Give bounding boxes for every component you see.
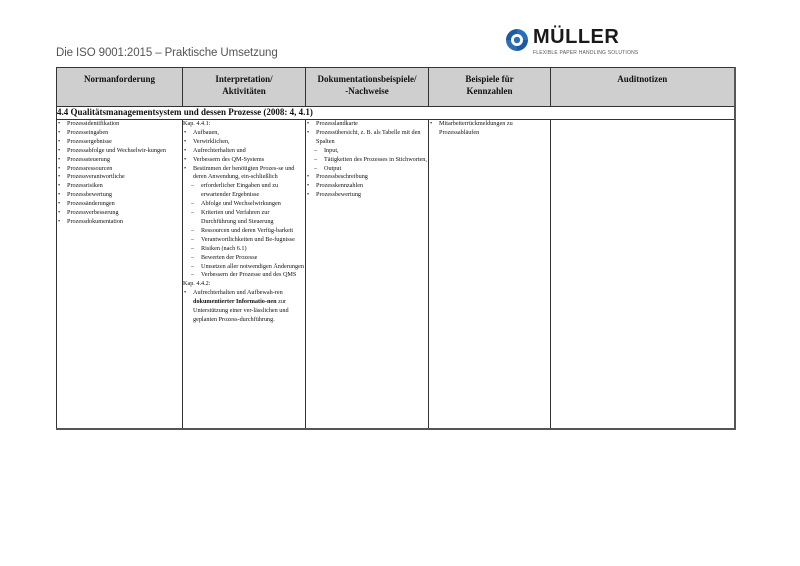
list-item: • Verwirklichen, — [183, 138, 305, 147]
list-item: • Prozessübersicht, z. B. als Tabelle mit den Spalten — [306, 129, 428, 147]
list-item: • Aufbauen, — [183, 129, 305, 138]
list-item: – Ressourcen und deren Verfüg-barkeit — [183, 227, 305, 236]
list-item: – Verantwortlichkeiten und Be-fugnisse — [183, 236, 305, 245]
list-item: • Prozessressourcen — [57, 165, 182, 174]
item-text: zur Unterstützung einer ver-lässlichen und geplanten Prozess-durchführung. — [193, 298, 289, 323]
list-item: – Input, — [306, 147, 428, 156]
column-header-line: Kennzahlen — [466, 86, 513, 96]
column-header-line: -Nachweise — [345, 86, 389, 96]
auditnotizen-cell[interactable] — [551, 120, 735, 430]
list-item: – Umsetzen aller notwendigen Änderungen — [183, 263, 305, 272]
list-item: • Prozesssteuerung — [57, 156, 182, 165]
logo-wordmark: MÜLLER — [533, 26, 620, 48]
item-text: Aufrechterhalten und Aufbewah-ren — [193, 289, 283, 297]
list-item: • Prozessidentifikation — [57, 120, 182, 129]
list-item: – Risiken (nach 6.1) — [183, 245, 305, 254]
list-item: – erforderlicher Eingaben und zu erwartender Ergebnisse — [183, 182, 305, 200]
section-title-row — [57, 107, 735, 120]
list-item: • Prozessergebnisse — [57, 138, 182, 147]
kennzahlen-list — [429, 120, 550, 138]
list-item: • Prozesskennzahlen — [306, 182, 428, 191]
column-header-auditnotizen — [551, 68, 735, 107]
list-item: • Mitarbeiterrückmeldungen zu Prozessabläufen — [429, 120, 550, 138]
list-item: • Prozessänderungen — [57, 200, 182, 209]
list-item: • Prozessverbesserung — [57, 209, 182, 218]
dokumentation-list-2 — [306, 173, 428, 200]
logo-tagline: FLEXIBLE PAPER HANDLING SOLUTIONS — [533, 50, 639, 56]
section-title: 4.4 Qualitätsmanagementsystem und dessen Prozesse (2008: 4, 4.1) — [57, 107, 735, 120]
list-item: • Prozessabfolge und Wechselwir-kungen — [57, 147, 182, 156]
column-header-line: Beispiele für — [465, 74, 514, 84]
column-header-line: Normanforderung — [84, 74, 155, 84]
column-header-kennzahlen — [429, 68, 551, 107]
list-item: – Kriterien und Verfahren zur Durchführung und Steuerung — [183, 209, 305, 227]
column-header-line: Interpretation/ — [215, 74, 273, 84]
kap-heading: Kap. 4.4.1: — [183, 120, 211, 127]
column-header-interpretation — [183, 68, 306, 107]
interpretation-list — [183, 129, 305, 182]
list-item: • Prozessbewertung — [306, 191, 428, 200]
list-item: – Abfolge und Wechselwirkungen — [183, 200, 305, 209]
normanforderung-cell — [57, 120, 183, 430]
list-item — [183, 289, 305, 325]
list-item: • Prozessverantwortliche — [57, 173, 182, 182]
list-item: • Prozessdokumentation — [57, 218, 182, 227]
normanforderung-list — [57, 120, 182, 227]
list-item: • Prozessbeschreibung — [306, 173, 428, 182]
interpretation-cell — [183, 120, 306, 430]
column-header-normanforderung — [57, 68, 183, 107]
list-item: – Output — [306, 165, 428, 174]
table-header-row — [57, 68, 735, 107]
column-header-line: Aktivitäten — [222, 86, 266, 96]
company-logo — [505, 28, 645, 62]
column-header-line: Dokumentationsbeispiele/ — [317, 74, 417, 84]
kap-heading: Kap. 4.4.2: — [183, 280, 211, 288]
dokumentation-list — [306, 120, 428, 147]
list-item: • Aufrechterhalten und — [183, 147, 305, 156]
list-item: • Prozesseingaben — [57, 129, 182, 138]
table-row — [57, 120, 735, 430]
list-item: • Prozesslandkarte — [306, 120, 428, 129]
list-item: – Tätigkeiten des Prozesses in Stichworten, — [306, 156, 428, 165]
list-item: • Prozessbewertung — [57, 191, 182, 200]
mueller-swirl-logo-icon — [505, 28, 529, 52]
document-title: Die ISO 9001:2015 – Praktische Umsetzung — [56, 47, 278, 59]
column-header-dokumentation — [306, 68, 429, 107]
list-item: – Bewerten der Prozesse — [183, 254, 305, 263]
list-item: • Bestimmen der benötigten Prozes-se und deren Anwendung, ein-schließlich — [183, 165, 305, 183]
item-text-bold: dokumentierter Informatio-nen — [193, 298, 277, 306]
list-item: – Verbessern der Prozesse und des QMS — [183, 271, 305, 280]
interpretation-sublist — [183, 182, 305, 280]
dokumentation-sublist — [306, 147, 428, 174]
list-item: • Prozessrisiken — [57, 182, 182, 191]
kennzahlen-cell — [429, 120, 551, 430]
column-header-line: Auditnotizen — [617, 74, 668, 84]
list-item: • Verbessern des QM-Systems — [183, 156, 305, 165]
iso-requirements-table — [56, 67, 736, 430]
dokumentation-cell — [306, 120, 429, 430]
interpretation-list-2 — [183, 289, 305, 325]
